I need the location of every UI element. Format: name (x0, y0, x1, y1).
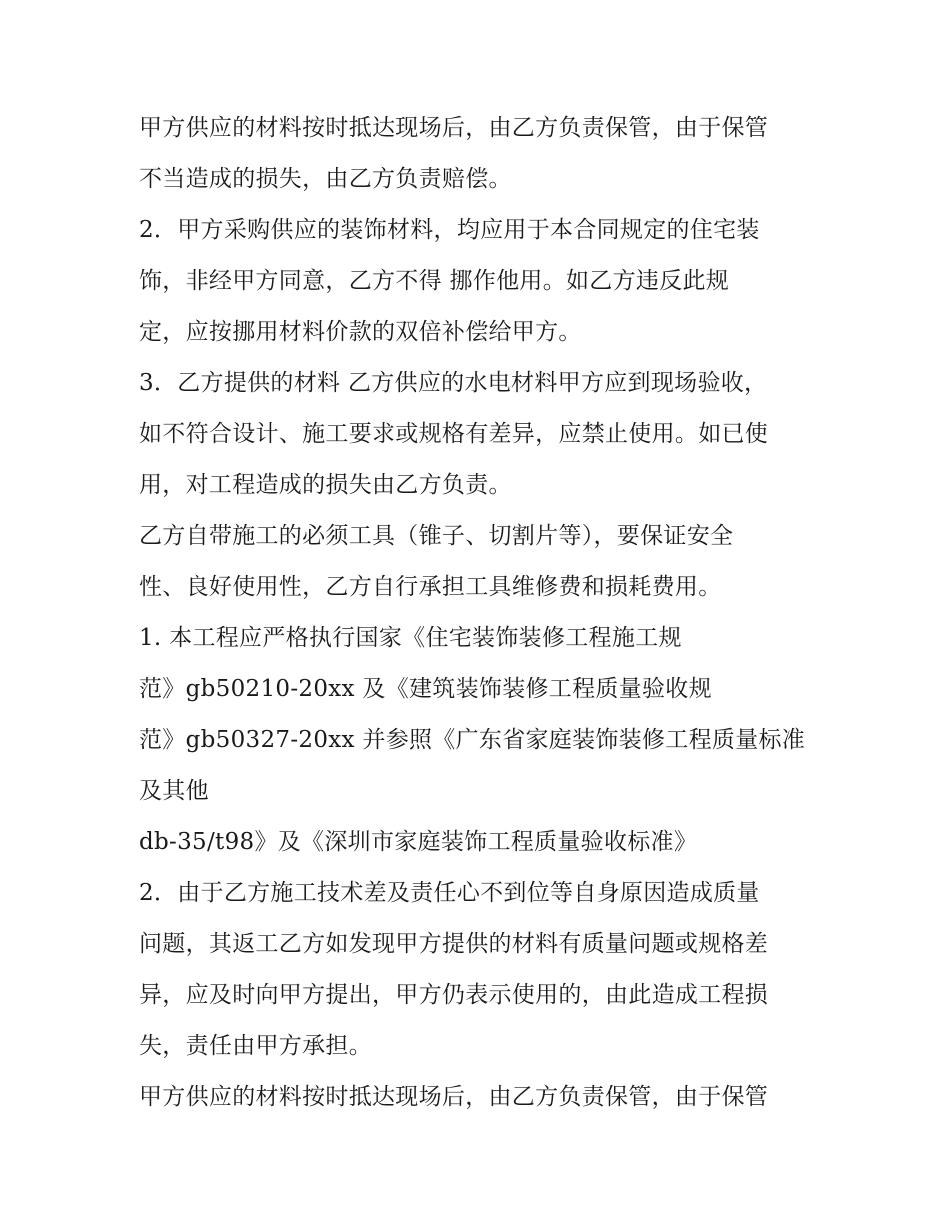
text-line: 用，对工程造成的损失由乙方负责。 (139, 472, 512, 498)
text-line: 不当造成的损失，由乙方负责赔偿。 (139, 166, 512, 192)
text-line: 乙方自带施工的必须工具（锥子、切割片等），要保证安全 (139, 523, 734, 549)
text-line: 甲方供应的材料按时抵达现场后，由乙方负责保管，由于保管 (139, 115, 769, 141)
document-body (139, 103, 829, 1123)
text-line: 范》gb50210-20xx 及《建筑装饰装修工程质量验收规 (139, 676, 712, 702)
text-line: 定，应按挪用材料价款的双倍补偿给甲方。 (139, 319, 582, 345)
text-line: 1. 本工程应严格执行国家《住宅装饰装修工程施工规 (139, 625, 682, 651)
text-line: 问题，其返工乙方如发现甲方提供的材料有质量问题或规格差 (139, 931, 769, 957)
text-line: 性、良好使用性，乙方自行承担工具维修费和损耗费用。 (139, 574, 722, 600)
text-line: 范》gb50327-20xx 并参照《广东省家庭装饰装修工程质量标准 (139, 727, 806, 753)
text-line: 如不符合设计、施工要求或规格有差异，应禁止使用。如已使 (139, 421, 769, 447)
text-line: 2．甲方采购供应的装饰材料，均应用于本合同规定的住宅装 (139, 217, 760, 243)
text-line: db-35/t98》及《深圳市家庭装饰工程质量验收标准》 (139, 829, 698, 855)
text-line: 异，应及时向甲方提出，甲方仍表示使用的，由此造成工程损 (139, 982, 769, 1008)
text-line: 及其他 (139, 778, 209, 804)
text-line: 甲方供应的材料按时抵达现场后，由乙方负责保管，由于保管 (139, 1084, 769, 1110)
text-line: 饰，非经甲方同意，乙方不得 挪作他用。如乙方违反此规 (139, 268, 730, 294)
text-line: 失，责任由甲方承担。 (139, 1033, 372, 1059)
text-line: 3．乙方提供的材料 乙方供应的水电材料甲方应到现场验收， (139, 370, 768, 396)
text-line: 2．由于乙方施工技术差及责任心不到位等自身原因造成质量 (139, 880, 760, 906)
